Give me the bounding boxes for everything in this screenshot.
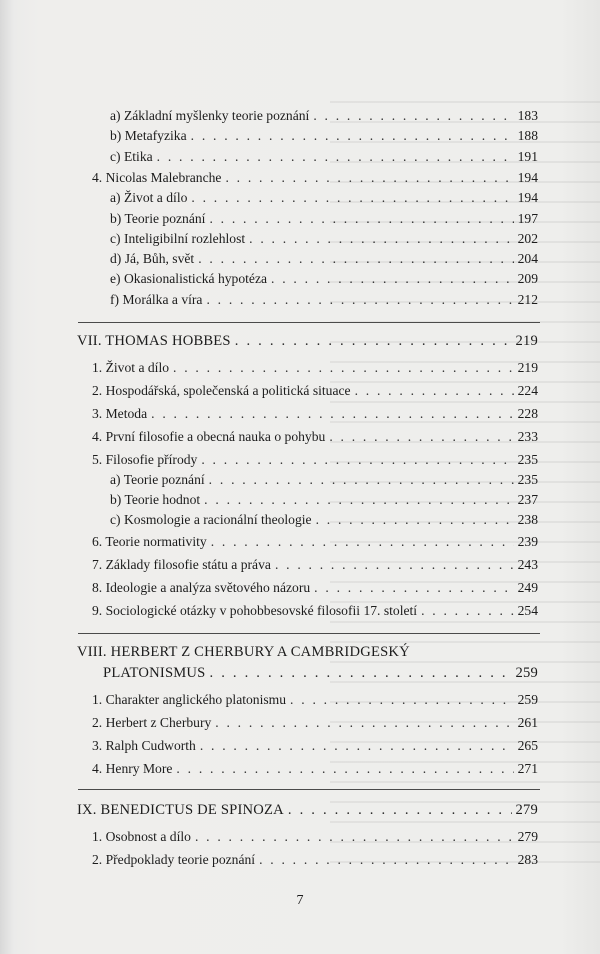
toc-entry bbox=[92, 358, 538, 378]
toc-entry bbox=[92, 532, 538, 552]
entry-title: a) Základní myšlenky teorie poznání bbox=[110, 108, 310, 123]
toc-chapter-entry bbox=[77, 331, 538, 351]
toc-chapter-entry bbox=[77, 800, 538, 820]
leader-dots bbox=[198, 249, 513, 269]
leader-dots bbox=[313, 106, 513, 126]
page-ref: 183 bbox=[517, 108, 538, 123]
entry-title: c) Inteligibilní rozlehlost bbox=[110, 231, 246, 246]
entry-title: b) Teorie poznání bbox=[110, 211, 206, 226]
entry-title: 8. Ideologie a analýza světového názoru bbox=[92, 580, 311, 595]
leader-dots bbox=[421, 601, 514, 621]
leader-dots bbox=[157, 147, 514, 167]
page-ref: 209 bbox=[517, 271, 538, 286]
page-ref: 197 bbox=[517, 211, 538, 226]
entry-title: 1. Život a dílo bbox=[92, 360, 170, 375]
entry-title: f) Morálka a víra bbox=[110, 292, 203, 307]
leader-dots bbox=[201, 450, 513, 470]
toc-entry bbox=[110, 249, 538, 269]
page-ref: 233 bbox=[517, 429, 538, 444]
leader-dots bbox=[225, 168, 513, 188]
leader-dots bbox=[355, 381, 514, 401]
leader-dots bbox=[215, 713, 513, 733]
page-ref: 271 bbox=[517, 761, 538, 776]
leader-dots bbox=[275, 555, 514, 575]
leader-dots bbox=[288, 800, 512, 820]
entry-title: a) Teorie poznání bbox=[110, 472, 205, 487]
toc-entry bbox=[110, 229, 538, 249]
page-ref: 237 bbox=[517, 492, 538, 507]
chapter-heading-viii-line2 bbox=[103, 663, 538, 683]
chapter-rule bbox=[78, 322, 540, 323]
leader-dots bbox=[329, 427, 513, 447]
entry-title: b) Teorie hodnot bbox=[110, 492, 201, 507]
toc-entry bbox=[92, 555, 538, 575]
leader-dots bbox=[210, 663, 512, 683]
page-ref: 283 bbox=[517, 852, 538, 867]
page-ref: 235 bbox=[517, 472, 538, 487]
entry-title: VII. THOMAS HOBBES bbox=[77, 333, 231, 349]
page-ref: 224 bbox=[517, 383, 538, 398]
toc-entry bbox=[110, 490, 538, 510]
chapter-rule bbox=[78, 789, 540, 790]
entry-title: c) Kosmologie a racionální theologie bbox=[110, 512, 312, 527]
page-ref: 202 bbox=[517, 231, 538, 246]
toc-entry bbox=[92, 759, 538, 779]
entry-title: IX. BENEDICTUS DE SPINOZA bbox=[77, 802, 284, 818]
toc-entry bbox=[92, 404, 538, 424]
page-ref: 265 bbox=[517, 738, 538, 753]
page-ref: 259 bbox=[515, 665, 538, 681]
entry-title: 4. První filosofie a obecná nauka o pohybu bbox=[92, 429, 326, 444]
leader-dots bbox=[314, 578, 513, 598]
toc-entry bbox=[110, 510, 538, 530]
toc-entry bbox=[110, 147, 538, 167]
chapter-heading-text: PLATONISMUS bbox=[103, 665, 206, 681]
toc-entry bbox=[92, 578, 538, 598]
leader-dots bbox=[249, 229, 513, 249]
page-ref: 238 bbox=[517, 512, 538, 527]
toc-entry bbox=[92, 601, 538, 621]
page-ref: 235 bbox=[517, 452, 538, 467]
toc-entry bbox=[92, 427, 538, 447]
leader-dots bbox=[209, 470, 514, 490]
page-ref: 219 bbox=[515, 333, 538, 349]
entry-title: 2. Předpoklady teorie poznání bbox=[92, 852, 256, 867]
page-ref: 212 bbox=[517, 292, 538, 307]
page-ref: 259 bbox=[517, 692, 538, 707]
leader-dots bbox=[195, 827, 514, 847]
page-ref: 228 bbox=[517, 406, 538, 421]
entry-title: 7. Základy filosofie státu a práva bbox=[92, 557, 271, 572]
page-ref: 239 bbox=[517, 534, 538, 549]
page-ref: 194 bbox=[517, 190, 538, 205]
entry-title: 3. Metoda bbox=[92, 406, 148, 421]
entry-title: 5. Filosofie přírody bbox=[92, 452, 198, 467]
toc-entry bbox=[92, 168, 538, 188]
toc-entry bbox=[92, 736, 538, 756]
entry-title: 6. Teorie normativity bbox=[92, 534, 207, 549]
leader-dots bbox=[176, 759, 513, 779]
page-ref: 194 bbox=[517, 170, 538, 185]
toc-entry bbox=[110, 269, 538, 289]
page-ref: 249 bbox=[517, 580, 538, 595]
chapter-heading-viii-line1 bbox=[77, 642, 538, 662]
page-ref: 279 bbox=[517, 829, 538, 844]
leader-dots bbox=[204, 490, 513, 510]
leader-dots bbox=[316, 510, 514, 530]
page-ref: 243 bbox=[517, 557, 538, 572]
toc-entry bbox=[92, 850, 538, 870]
toc-entry bbox=[92, 381, 538, 401]
toc-entry bbox=[92, 450, 538, 470]
leader-dots bbox=[259, 850, 514, 870]
toc-entry bbox=[110, 126, 538, 146]
entry-title: b) Metafyzika bbox=[110, 128, 187, 143]
leader-dots bbox=[151, 404, 513, 424]
page-ref: 204 bbox=[517, 251, 538, 266]
entry-title: e) Okasionalistická hypotéza bbox=[110, 271, 268, 286]
leader-dots bbox=[209, 209, 513, 229]
entry-title: 4. Nicolas Malebranche bbox=[92, 170, 222, 185]
toc-entry bbox=[110, 188, 538, 208]
entry-title: a) Život a dílo bbox=[110, 190, 188, 205]
leader-dots bbox=[191, 188, 513, 208]
chapter-heading-text: VIII. HERBERT Z CHERBURY A CAMBRIDGESKÝ bbox=[77, 644, 410, 660]
chapter-rule bbox=[78, 633, 540, 634]
leader-dots bbox=[271, 269, 514, 289]
page-ref: 191 bbox=[517, 149, 538, 164]
toc-entry bbox=[92, 827, 538, 847]
page-ref: 188 bbox=[517, 128, 538, 143]
toc-entry bbox=[110, 470, 538, 490]
page-ref: 261 bbox=[517, 715, 538, 730]
toc-entry bbox=[92, 713, 538, 733]
page-number: 7 bbox=[296, 893, 304, 908]
page-ref: 219 bbox=[517, 360, 538, 375]
leader-dots bbox=[200, 736, 514, 756]
entry-title: 4. Henry More bbox=[92, 761, 173, 776]
entry-title: 2. Hospodářská, společenská a politická situace bbox=[92, 383, 351, 398]
entry-title: 1. Osobnost a dílo bbox=[92, 829, 191, 844]
leader-dots bbox=[173, 358, 514, 378]
entry-title: d) Já, Bůh, svět bbox=[110, 251, 195, 266]
entry-title: 1. Charakter anglického platonismu bbox=[92, 692, 287, 707]
toc-entry bbox=[110, 290, 538, 310]
entry-title: 3. Ralph Cudworth bbox=[92, 738, 196, 753]
leader-dots bbox=[191, 126, 514, 146]
toc-entry bbox=[110, 106, 538, 126]
entry-title: 9. Sociologické otázky v pohobbesovské filosofii 17. století bbox=[92, 603, 418, 618]
page-ref: 254 bbox=[517, 603, 538, 618]
entry-title: 2. Herbert z Cherbury bbox=[92, 715, 212, 730]
leader-dots bbox=[211, 532, 514, 552]
toc-entry bbox=[92, 690, 538, 710]
entry-title: c) Etika bbox=[110, 149, 153, 164]
leader-dots bbox=[290, 690, 514, 710]
page-ref: 279 bbox=[515, 802, 538, 818]
toc-entry bbox=[110, 209, 538, 229]
leader-dots bbox=[235, 331, 512, 351]
leader-dots bbox=[206, 290, 513, 310]
